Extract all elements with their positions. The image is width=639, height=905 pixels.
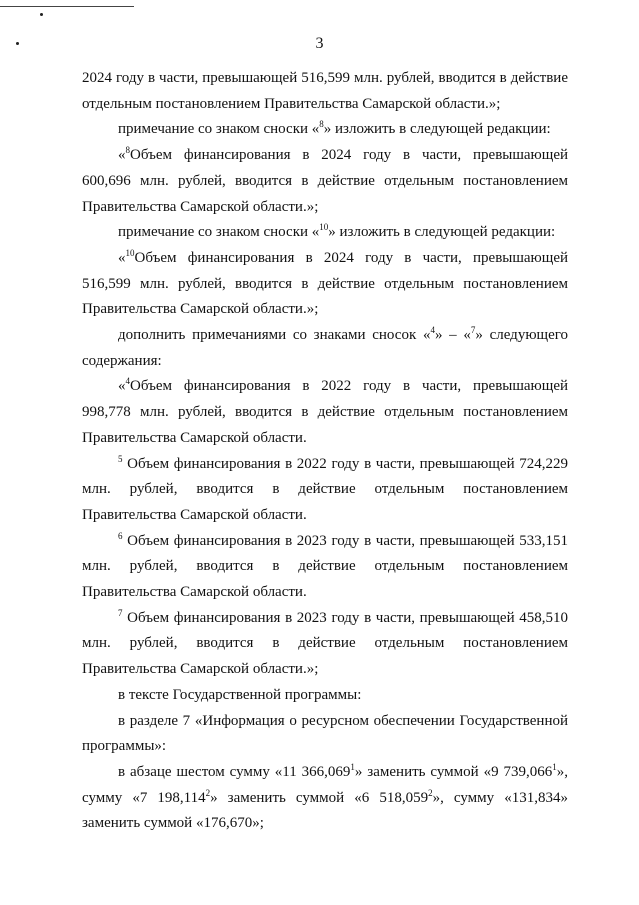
footnote-mark: 8	[125, 145, 130, 156]
scan-speck	[40, 13, 43, 16]
text-line	[82, 786, 568, 812]
text-line: Правительства Самарской области.»;	[82, 198, 319, 215]
footnote-mark: 10	[125, 247, 135, 258]
document-body	[82, 66, 568, 837]
text-fragment: », сумму «131,834»	[432, 789, 568, 806]
paragraph	[82, 709, 568, 760]
text-line: 2024 году в части, превышающей 516,599 млн. рублей, вводится в действие	[82, 70, 568, 86]
text-line: 516,599 млн. рублей, вводится в действие отдельным постановлением	[82, 275, 568, 292]
text-fragment: в абзаце шестом сумму «11 366,069	[118, 763, 351, 780]
quote-mark: «	[118, 147, 126, 164]
text-line: Правительства Самарской области.	[82, 584, 307, 601]
text-line: Правительства Самарской области.»;	[82, 301, 319, 318]
paragraph	[82, 220, 568, 246]
text-fragment: Объем финансирования в 2023 году в части, превышающей 458,510	[127, 609, 569, 626]
text-line: 600,696 млн. рублей, вводится в действие отдельным постановлением	[82, 172, 568, 189]
footnote-mark: 5	[118, 453, 123, 464]
footnote-mark: 10	[319, 222, 329, 233]
footnote-mark: 2	[205, 787, 211, 798]
text-line: в разделе 7 «Информация о ресурсном обеспечении Государственной	[118, 712, 568, 729]
footnote-mark: 8	[319, 119, 324, 130]
paragraph	[82, 117, 568, 143]
footnote-mark: 1	[350, 761, 355, 772]
text-fragment: » изложить в следующей редакции:	[323, 121, 551, 138]
text-line	[82, 452, 568, 478]
paragraph	[82, 323, 568, 374]
text-fragment: Объем финансирования в 2022 году в части, превышающей	[130, 378, 568, 395]
footnote-mark: 7	[470, 325, 476, 336]
text-fragment: примечание со знаком сноски «	[118, 224, 320, 241]
paragraph	[82, 452, 568, 529]
text-fragment: примечание со знаком сноски «	[118, 121, 320, 138]
text-fragment: дополнить примечаниями со знаками сносок «	[118, 327, 431, 344]
text-line: млн. рублей, вводится в действие отдельным постановлением	[82, 481, 568, 498]
text-fragment: Объем финансирования в 2024 году в части, превышающей	[130, 147, 568, 164]
text-line: Правительства Самарской области.	[82, 506, 307, 523]
text-line: 998,778 млн. рублей, вводится в действие отдельным постановлением	[82, 404, 568, 421]
text-line	[82, 760, 568, 786]
text-fragment: Объем финансирования в 2023 году в части, превышающей 533,151	[127, 532, 569, 549]
paragraph	[82, 143, 568, 220]
text-fragment: » следующего	[475, 327, 569, 344]
text-fragment: Объем финансирования в 2022 году в части, превышающей 724,229	[127, 455, 569, 472]
text-line: млн. рублей, вводится в действие отдельным постановлением	[82, 635, 568, 652]
paragraph	[82, 66, 568, 117]
footnote-mark: 2	[428, 787, 433, 798]
paragraph	[82, 529, 568, 606]
text-fragment: » заменить суммой «9 739,066	[354, 763, 553, 780]
text-line	[82, 143, 568, 169]
text-fragment: »,	[556, 763, 568, 780]
quote-mark: «	[118, 249, 126, 266]
text-fragment: » – «	[434, 327, 471, 344]
footnote-mark: 4	[430, 325, 435, 336]
paragraph	[82, 246, 568, 323]
text-line: заменить суммой «176,670»;	[82, 815, 264, 832]
paragraph: в тексте Государственной программы:	[118, 686, 362, 703]
text-line	[82, 606, 568, 632]
footnote-mark: 6	[118, 530, 123, 541]
text-fragment: сумму «7 198,114	[82, 789, 206, 806]
paragraph	[82, 374, 568, 451]
text-line	[82, 323, 568, 349]
text-line: млн. рублей, вводится в действие отдельным постановлением	[82, 558, 568, 575]
text-line: Правительства Самарской области.»;	[82, 661, 319, 678]
quote-mark: «	[118, 378, 126, 395]
text-line: отдельным постановлением Правительства Самарской области.»;	[82, 95, 501, 112]
footnote-mark: 4	[125, 376, 130, 387]
text-line: программы»:	[82, 738, 167, 755]
text-line	[82, 374, 568, 400]
footnote-mark: 7	[118, 607, 123, 618]
text-line	[82, 529, 568, 555]
text-fragment: Объем финансирования в 2024 году в части, превышающей	[134, 249, 568, 266]
text-fragment: » изложить в следующей редакции:	[328, 224, 556, 241]
paragraph	[82, 760, 568, 837]
footnote-mark: 1	[552, 761, 557, 772]
paragraph	[82, 606, 568, 683]
scan-edge-line	[0, 6, 134, 7]
page-number: 3	[315, 35, 324, 52]
text-fragment: » заменить суммой «6 518,059	[210, 789, 429, 806]
text-line: содержания:	[82, 352, 162, 369]
text-line: Правительства Самарской области.	[82, 429, 307, 446]
text-line	[82, 246, 568, 272]
